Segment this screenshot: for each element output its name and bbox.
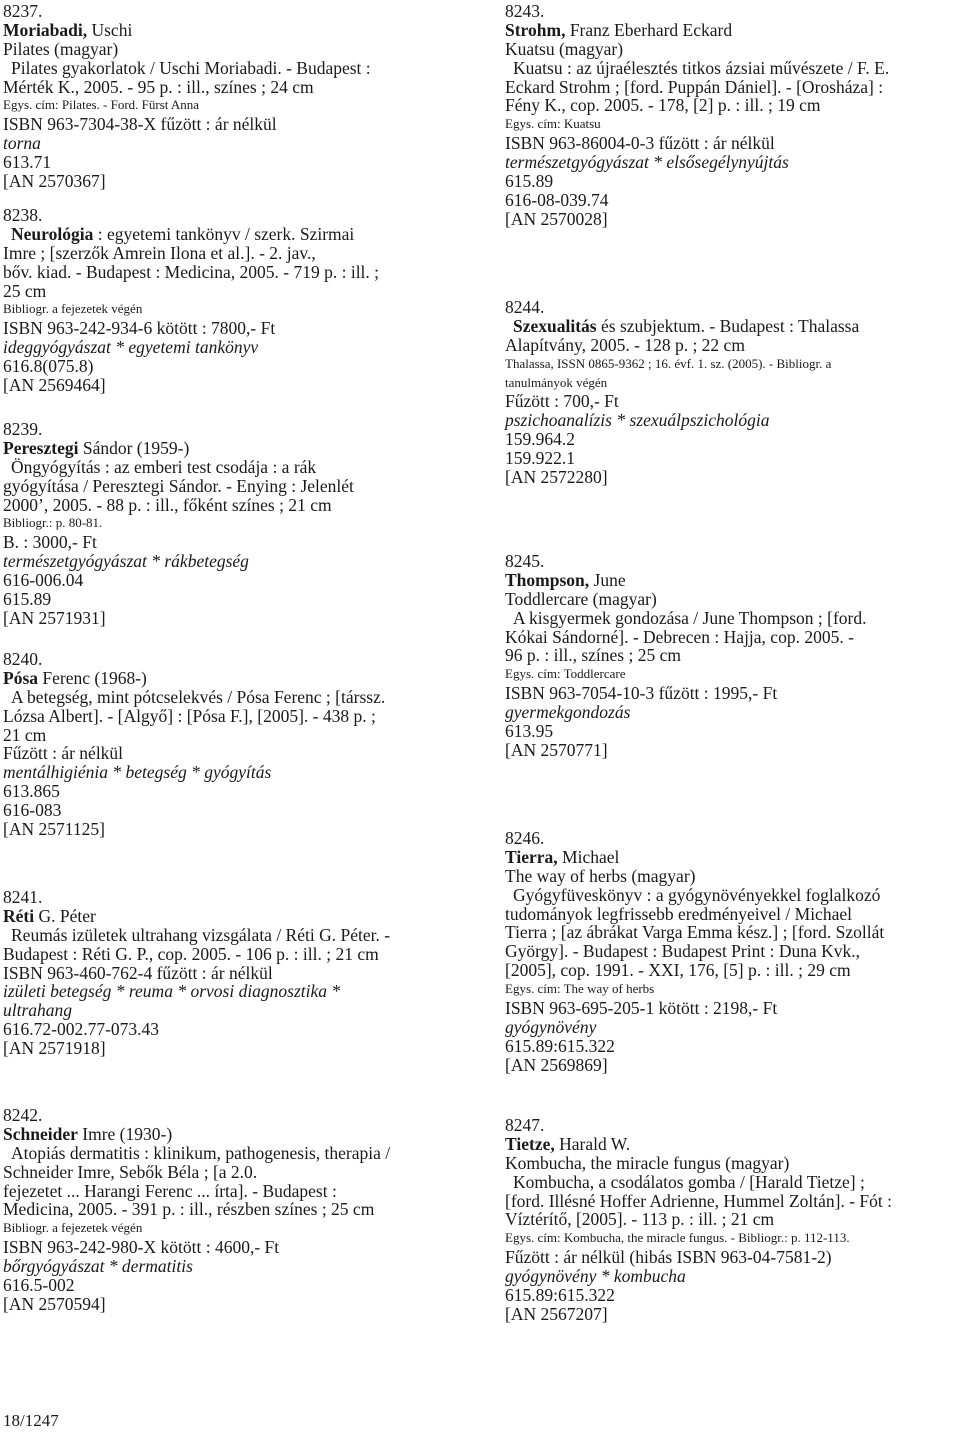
entry-title: Gyógyfüveskönyv : a gyógynövényekkel foglalkozó xyxy=(513,884,881,905)
entry-imprint: [2005], cop. 1991. - XXI, 176, [5] p. : ill. ; 29 cm xyxy=(505,960,851,981)
entry-subjects: izületi betegség * reuma * orvosi diagnosztika * xyxy=(3,981,341,1002)
entry-note: Egys. cím: Pilates. - Ford. Fürst Anna xyxy=(3,97,200,113)
entry-number: 8241. xyxy=(3,887,43,907)
entry-class: 616.5-002 xyxy=(3,1275,75,1296)
entry-subjects: természetgyógyászat * rákbetegség xyxy=(3,551,249,572)
entry-title: Kuatsu : az újraélesztés titkos ázsiai művészete / F. E. xyxy=(513,57,890,78)
entry-author: Pósa Ferenc (1968-) xyxy=(3,667,147,688)
entry-class: 616.8(075.8) xyxy=(3,356,94,377)
catalog-entry-8242 xyxy=(3,1106,463,1314)
entry-an: [AN 2571125] xyxy=(3,819,105,840)
entry-isbn: ISBN 963-460-762-4 fűzött : ár nélkül xyxy=(3,962,273,983)
entry-isbn: Fűzött : ár nélkül xyxy=(3,743,124,764)
entry-imprint: 21 cm xyxy=(3,724,47,745)
entry-class: 615.89:615.322 xyxy=(505,1285,615,1306)
entry-note: tanulmányok végén xyxy=(505,374,608,390)
entry-class: 613.95 xyxy=(505,721,554,742)
entry-class: 616.72-002.77-073.43 xyxy=(3,1019,160,1040)
entry-note: Egys. cím: Kombucha, the miracle fungus. - Bibliogr.: p. 112-113. xyxy=(505,1230,850,1246)
entry-imprint: Budapest : Réti G. P., cop. 2005. - 106 p. : ill. ; 21 cm xyxy=(3,943,379,964)
entry-imprint: Lózsa Albert]. - [Algyő] : [Pósa F.], [2005]. - 438 p. ; xyxy=(3,705,376,726)
entry-note: Egys. cím: Kuatsu xyxy=(505,116,601,132)
entry-number: 8242. xyxy=(3,1105,43,1125)
entry-author: Strohm, Franz Eberhard Eckard xyxy=(505,19,733,40)
entry-subjects: ultrahang xyxy=(3,1000,73,1021)
entry-class: 615.89 xyxy=(505,171,554,192)
entry-uniform-title: Kombucha, the miracle fungus (magyar) xyxy=(505,1152,790,1173)
entry-number: 8239. xyxy=(3,419,43,439)
entry-class: 613.71 xyxy=(3,152,52,173)
entry-note: Bibliogr. a fejezetek végén xyxy=(3,301,143,317)
entry-subjects: bőrgyógyászat * dermatitis xyxy=(3,1256,193,1277)
entry-imprint: György]. - Budapest : Budapest Print : Duna Kvk., xyxy=(505,941,860,962)
entry-subjects: gyermekgondozás xyxy=(505,702,631,723)
entry-isbn: ISBN 963-86004-0-3 fűzött : ár nélkül xyxy=(505,133,775,154)
entry-imprint: Imre ; [szerzők Amrein Ilona et al.]. - 2. jav., xyxy=(3,242,316,263)
entry-author: Thompson, June xyxy=(505,569,626,590)
entry-number: 8245. xyxy=(505,551,545,571)
entry-imprint: 96 p. : ill., színes ; 25 cm xyxy=(505,645,681,666)
entry-title: Pilates gyakorlatok / Uschi Moriabadi. - Budapest : xyxy=(11,57,371,78)
entry-author: Tierra, Michael xyxy=(505,846,620,867)
catalog-entry-8243 xyxy=(505,2,960,229)
entry-uniform-title: Kuatsu (magyar) xyxy=(505,38,624,59)
entry-an: [AN 2569464] xyxy=(3,375,106,396)
entry-an: [AN 2567207] xyxy=(505,1303,608,1324)
entry-number: 8243. xyxy=(505,1,545,21)
entry-title: Kombucha, a csodálatos gomba / [Harald Tietze] ; xyxy=(513,1171,865,1192)
entry-isbn: ISBN 963-7054-10-3 fűzött : 1995,- Ft xyxy=(505,683,778,704)
catalog-entry-8240 xyxy=(3,650,463,839)
entry-imprint: Medicina, 2005. - 391 p. : ill., részben színes ; 25 cm xyxy=(3,1199,375,1220)
entry-imprint: Tierra ; [az ábrákat Varga Emma kész.] ; [ford. Szollát xyxy=(505,922,885,943)
entry-isbn: ISBN 963-242-980-X kötött : 4600,- Ft xyxy=(3,1237,280,1258)
entry-number: 8238. xyxy=(3,205,43,225)
entry-subjects: mentálhigiénia * betegség * gyógyítás xyxy=(3,762,272,783)
entry-title: A kisgyermek gondozása / June Thompson ; [ford. xyxy=(513,607,867,628)
entry-imprint: bőv. kiad. - Budapest : Medicina, 2005. - 719 p. : ill. ; xyxy=(3,261,380,282)
entry-number: 8246. xyxy=(505,828,545,848)
entry-imprint: tudományok legfrissebb eredményeivel / Michael xyxy=(505,903,852,924)
entry-isbn: ISBN 963-7304-38-X fűzött : ár nélkül xyxy=(3,114,277,135)
entry-imprint: fejezetet ... Harangi Ferenc ... írta]. - Budapest : xyxy=(3,1180,337,1201)
entry-title: Reumás izületek ultrahang vizsgálata / Réti G. Péter. - xyxy=(11,924,391,945)
entry-number: 8240. xyxy=(3,649,43,669)
entry-an: [AN 2570028] xyxy=(505,208,608,229)
catalog-entry-8247 xyxy=(505,1116,960,1324)
entry-uniform-title: Pilates (magyar) xyxy=(3,38,119,59)
entry-class: 613.865 xyxy=(3,781,60,802)
entry-imprint: [ford. Illésné Hoffer Adrienne, Hummel Zoltán]. - Fót : xyxy=(505,1190,893,1211)
catalog-entry-8245 xyxy=(505,552,960,760)
entry-note: Egys. cím: The way of herbs xyxy=(505,981,655,997)
entry-class: 616-083 xyxy=(3,800,62,821)
entry-class: 616-006.04 xyxy=(3,570,84,591)
entry-class: 159.922.1 xyxy=(505,448,575,469)
entry-an: [AN 2570771] xyxy=(505,739,608,760)
entry-imprint: Víztérítő, [2005]. - 113 p. : ill. ; 21 cm xyxy=(505,1209,775,1230)
entry-author: Réti G. Péter xyxy=(3,905,96,926)
entry-imprint: Schneider Imre, Sebők Béla ; [a 2.0. xyxy=(3,1161,258,1182)
entry-imprint: gyógyítása / Peresztegi Sándor. - Enying : Jelenlét xyxy=(3,475,354,496)
catalog-entry-8241 xyxy=(3,888,463,1058)
entry-class: 159.964.2 xyxy=(505,429,575,450)
entry-an: [AN 2571918] xyxy=(3,1038,106,1059)
entry-note: Bibliogr.: p. 80-81. xyxy=(3,515,103,531)
entry-imprint: Mérték K., 2005. - 95 p. : ill., színes ; 24 cm xyxy=(3,76,314,97)
entry-title: Neurológia : egyetemi tankönyv / szerk. Szirmai xyxy=(11,223,355,244)
entry-title: Atopiás dermatitis : klinikum, pathogenesis, therapia / xyxy=(11,1142,391,1163)
entry-uniform-title: The way of herbs (magyar) xyxy=(505,865,696,886)
entry-an: [AN 2570594] xyxy=(3,1293,106,1314)
entry-an: [AN 2569869] xyxy=(505,1054,608,1075)
entry-imprint: Eckard Strohm ; [ford. Puppán Dániel]. - [Orosháza] : xyxy=(505,76,884,97)
entry-note: Egys. cím: Toddlercare xyxy=(505,666,626,682)
entry-subjects: pszichoanalízis * szexuálpszichológia xyxy=(505,410,770,431)
entry-subjects: torna xyxy=(3,133,41,154)
entry-title: Szexualitás és szubjektum. - Budapest : Thalassa xyxy=(513,315,860,336)
entry-class: 615.89 xyxy=(3,589,52,610)
entry-author: Tietze, Harald W. xyxy=(505,1133,631,1154)
entry-title: A betegség, mint pótcselekvés / Pósa Ferenc ; [társsz. xyxy=(11,686,386,707)
entry-subjects: természetgyógyászat * elsősegélynyújtás xyxy=(505,152,789,173)
entry-class: 615.89:615.322 xyxy=(505,1035,615,1056)
entry-uniform-title: Toddlercare (magyar) xyxy=(505,588,657,609)
page-number: 18/1247 xyxy=(3,1411,59,1430)
entry-subjects: gyógynövény * kombucha xyxy=(505,1266,686,1287)
entry-subjects: ideggyógyászat * egyetemi tankönyv xyxy=(3,337,259,358)
entry-subjects: gyógynövény xyxy=(505,1016,597,1037)
entry-class: 616-08-039.74 xyxy=(505,189,609,210)
entry-imprint: Alapítvány, 2005. - 128 p. ; 22 cm xyxy=(505,334,745,355)
entry-imprint: 2000’, 2005. - 88 p. : ill., főként színes ; 21 cm xyxy=(3,494,332,515)
entry-isbn: Fűzött : ár nélkül (hibás ISBN 963-04-7581-2) xyxy=(505,1247,832,1268)
entry-author: Schneider Imre (1930-) xyxy=(3,1123,173,1144)
catalog-entry-8237 xyxy=(3,2,463,191)
entry-an: [AN 2571931] xyxy=(3,607,106,628)
catalog-entry-8238 xyxy=(3,206,463,395)
entry-isbn: ISBN 963-695-205-1 kötött : 2198,- Ft xyxy=(505,998,778,1019)
entry-note: Bibliogr. a fejezetek végén xyxy=(3,1220,143,1236)
entry-imprint: Fény K., cop. 2005. - 178, [2] p. : ill. ; 19 cm xyxy=(505,95,821,116)
entry-imprint: Kókai Sándorné]. - Debrecen : Hajja, cop. 2005. - xyxy=(505,626,854,647)
entry-isbn: ISBN 963-242-934-6 kötött : 7800,- Ft xyxy=(3,318,276,339)
entry-number: 8247. xyxy=(505,1115,545,1135)
entry-author: Peresztegi Sándor (1959-) xyxy=(3,437,190,458)
entry-number: 8237. xyxy=(3,1,43,21)
entry-title: Öngyógyítás : az emberi test csodája : a rák xyxy=(11,456,317,477)
entry-author: Moriabadi, Uschi xyxy=(3,19,133,40)
entry-an: [AN 2570367] xyxy=(3,171,106,192)
entry-isbn: Fűzött : 700,- Ft xyxy=(505,391,619,412)
entry-isbn: B. : 3000,- Ft xyxy=(3,532,97,553)
catalog-entry-8246 xyxy=(505,829,960,1075)
entry-an: [AN 2572280] xyxy=(505,467,608,488)
catalog-entry-8244 xyxy=(505,298,960,487)
entry-note: Thalassa, ISSN 0865-9362 ; 16. évf. 1. sz. (2005). - Bibliogr. a xyxy=(505,355,832,371)
entry-number: 8244. xyxy=(505,297,545,317)
catalog-entry-8239 xyxy=(3,420,463,628)
entry-imprint: 25 cm xyxy=(3,280,47,301)
